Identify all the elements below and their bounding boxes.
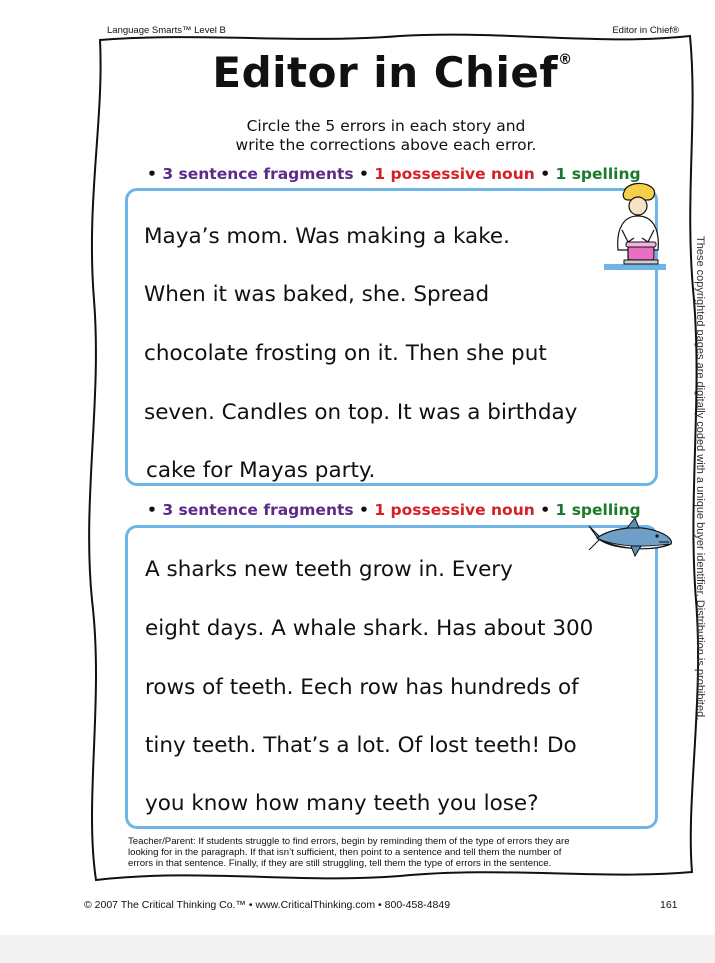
instructions-line-1: Circle the 5 errors in each story and (246, 117, 526, 135)
side-notice: These copyrighted pages are digitally coded with a unique buyer identifier. Distribution is prohibited. (694, 236, 706, 721)
story1-line-5: cake for Mayas party. (146, 458, 376, 483)
criteria-bullet: • (540, 165, 551, 183)
story2-line-1: A sharks new teeth grow in. Every (145, 557, 513, 582)
story2-line-5: you know how many teeth you lose? (145, 791, 539, 816)
criteria-bullet: • (147, 165, 157, 183)
story2-line-2: eight days. A whale shark. Has about 300 (145, 616, 594, 641)
teacher-note-line-3: errors in that sentence. Finally, if they are still struggling, tell them the type of errors in the sentence. (128, 858, 552, 869)
criteria-row-2 (147, 501, 641, 519)
header-right: Editor in Chief® (612, 25, 679, 36)
criteria-bullet: • (540, 501, 551, 519)
criteria-row-1 (147, 165, 641, 183)
footer-copyright: © 2007 The Critical Thinking Co.™ • www.CriticalThinking.com • 800-458-4849 (84, 899, 451, 911)
criteria-fragments: 3 sentence fragments (162, 165, 354, 183)
teacher-note (128, 836, 648, 869)
criteria-fragments: 3 sentence fragments (162, 501, 354, 519)
criteria-bullet: • (359, 501, 369, 519)
page-number: 161 (660, 899, 678, 911)
title-text: Editor in Chief (212, 48, 559, 97)
teacher-note-line-1: Teacher/Parent: If students struggle to find errors, begin by reminding them of the type of errors they are (128, 836, 570, 847)
baker-cake-icon (604, 180, 666, 272)
criteria-possessive: 1 possessive noun (374, 501, 535, 519)
shark-icon (585, 516, 675, 562)
instructions (0, 117, 715, 155)
header-left: Language Smarts™ Level B (107, 25, 226, 36)
story1-line-4: seven. Candles on top. It was a birthday (144, 400, 578, 425)
story2-line-4: tiny teeth. That’s a lot. Of lost teeth! Do (145, 733, 577, 758)
criteria-possessive: 1 possessive noun (374, 165, 535, 183)
story2-line-3: rows of teeth. Eech row has hundreds of (145, 675, 579, 700)
criteria-bullet: • (147, 501, 157, 519)
story1-line-3: chocolate frosting on it. Then she put (144, 341, 547, 366)
criteria-spelling: 1 spelling (555, 165, 641, 183)
story1-line-1: Maya’s mom. Was making a kake. (144, 224, 510, 249)
story1-line-2: When it was baked, she. Spread (144, 282, 490, 307)
criteria-bullet: • (359, 165, 369, 183)
page-title (0, 48, 715, 97)
criteria-spelling: 1 spelling (555, 501, 641, 519)
teacher-note-line-2: looking for in the paragraph. If that isn’t sufficient, then point to a sentence and tell them the number of (128, 847, 562, 858)
instructions-line-2: write the corrections above each error. (235, 136, 537, 154)
title-mark: ® (558, 52, 573, 68)
bottom-bar (0, 935, 715, 963)
